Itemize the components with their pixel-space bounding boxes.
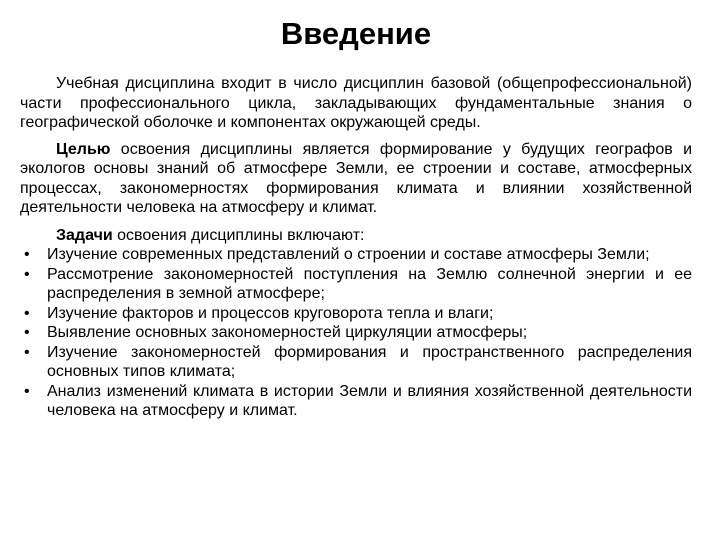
list-item-text: Изучение закономерностей формирования и пространственного распределения основных типов климата; xyxy=(47,343,692,380)
list-item xyxy=(20,323,692,343)
list-item-text: Изучение факторов и процессов круговорота тепла и влаги; xyxy=(47,304,494,322)
list-item xyxy=(20,265,692,304)
bullet-icon: • xyxy=(24,304,30,322)
tasks-list xyxy=(20,245,692,421)
bullet-icon: • xyxy=(24,382,30,400)
list-item xyxy=(20,245,692,265)
list-item-text: Рассмотрение закономерностей поступления на Землю солнечной энергии и ее распределения в земной атмосфере; xyxy=(47,265,692,302)
bullet-icon: • xyxy=(24,265,30,283)
goal-lead-word: Целью xyxy=(56,140,111,158)
list-item xyxy=(20,382,692,421)
list-item-text: Анализ изменений климата в истории Земли и влияния хозяйственной деятельности человека на атмосферу и климат. xyxy=(47,382,692,419)
goal-paragraph xyxy=(20,140,692,218)
slide-body xyxy=(20,74,692,421)
slide-title: Введение xyxy=(280,16,432,51)
goal-paragraph-text: освоения дисциплины является формирование у будущих географов и экологов основы знаний об атмосфере Земли, ее строении и составе, атмосферных процессах, закономерностях формирования климата и влиянии хозяйственной деятельности человека на атмосферу и климат. xyxy=(20,140,692,216)
list-item-text: Изучение современных представлений о строении и составе атмосферы Земли; xyxy=(47,246,650,263)
intro-paragraph-text: Учебная дисциплина входит в число дисциплин базовой (общепрофессиональной) части профессионального цикла, закладывающих фундаментальные знания о географической оболочке и компонентах окружающей среды. xyxy=(20,75,692,131)
tasks-lead-word: Задачи xyxy=(56,226,113,244)
list-item-text: Выявление основных закономерностей циркуляции атмосферы; xyxy=(47,324,528,341)
tasks-heading xyxy=(20,226,692,246)
tasks-intro-text: освоения дисциплины включают: xyxy=(112,226,365,244)
list-item xyxy=(20,304,692,324)
bullet-icon: • xyxy=(24,324,30,341)
list-item xyxy=(20,343,692,382)
bullet-icon: • xyxy=(24,343,30,361)
bullet-icon: • xyxy=(24,246,30,263)
intro-paragraph xyxy=(20,74,692,133)
